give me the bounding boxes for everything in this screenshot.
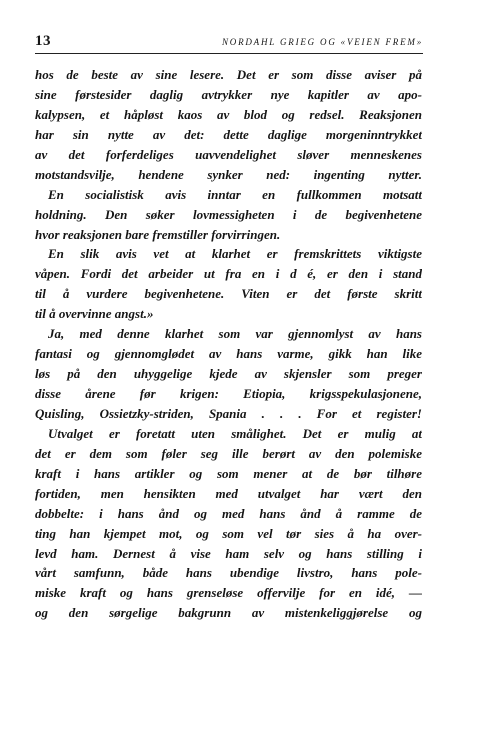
text-line: av det forferdeliges uavvendelighet sløver menneskenes (35, 146, 422, 162)
text-line: miske kraft og hans grenseløse offervilje for en idé, — (35, 585, 422, 601)
text-line: dobbelte: i hans ånd og med hans ånd å ramme de (35, 505, 422, 521)
text-line: det er dem som føler seg ille berørt av den polemiske (35, 445, 422, 461)
text-line: hvor reaksjonen bare fremstiller forvirringen. (35, 226, 281, 242)
text-line: kalypsen, et håpløst kaos av blod og redsel. Reaksjonen (35, 106, 422, 122)
text-line: og den sørgelige bakgrunn av mistenkeliggjørelse og (35, 605, 422, 621)
body-text (35, 65, 422, 623)
text-line: Ja, med denne klarhet som var gjennomlyst av hans (48, 326, 422, 342)
text-line: holdning. Den søker lovmessigheten i de begivenhetene (35, 206, 422, 222)
text-line: kraft i hans artikler og som mener at de bør tilhøre (35, 465, 422, 481)
text-line: ting han kjempet mot, og som vel tør sies å ha over- (35, 525, 422, 541)
text-line: En slik avis vet at klarhet er fremskrittets viktigste (48, 246, 422, 262)
text-line: En socialistisk avis inntar en fullkommen motsatt (48, 186, 422, 202)
text-line: levd ham. Dernest å vise ham selv og hans stilling i (35, 545, 422, 561)
text-line: våpen. Fordi det arbeider ut fra en i d é, er den i stand (35, 266, 422, 282)
text-line: vårt samfunn, både hans ubendige livstro, hans pole- (35, 565, 422, 581)
text-line: til å overvinne angst.» (35, 306, 154, 322)
text-line: Quisling, Ossietzky-striden, Spania . . . For et register! (35, 405, 422, 421)
page-number: 13 (35, 33, 51, 49)
page-header (35, 33, 423, 54)
text-line: til å vurdere begivenhetene. Viten er det første skritt (35, 286, 422, 302)
text-line: fantasi og gjennomglødet av hans varme, gikk han like (35, 346, 422, 362)
text-line: motstandsvilje, hendene synker ned: ingenting nytter. (35, 166, 422, 182)
text-line: løs på den uhyggelige kjede av skjensler som preger (35, 366, 422, 382)
text-line: hos de beste av sine lesere. Det er som disse aviser på (35, 67, 422, 82)
text-line: fortiden, men hensikten med utvalget har vært den (35, 485, 422, 501)
running-head: NORDAHL GRIEG OG «VEIEN FREM» (221, 37, 423, 47)
text-line: sine førstesider daglig avtrykker nye kapitler av apo- (35, 86, 422, 102)
text-line: Utvalget er foretatt uten smålighet. Det er mulig at (48, 425, 422, 441)
text-line: har sin nytte av det: dette daglige morgeninntrykket (35, 126, 422, 142)
text-line: disse årene før krigen: Etiopia, krigsspekulasjonene, (35, 386, 422, 401)
